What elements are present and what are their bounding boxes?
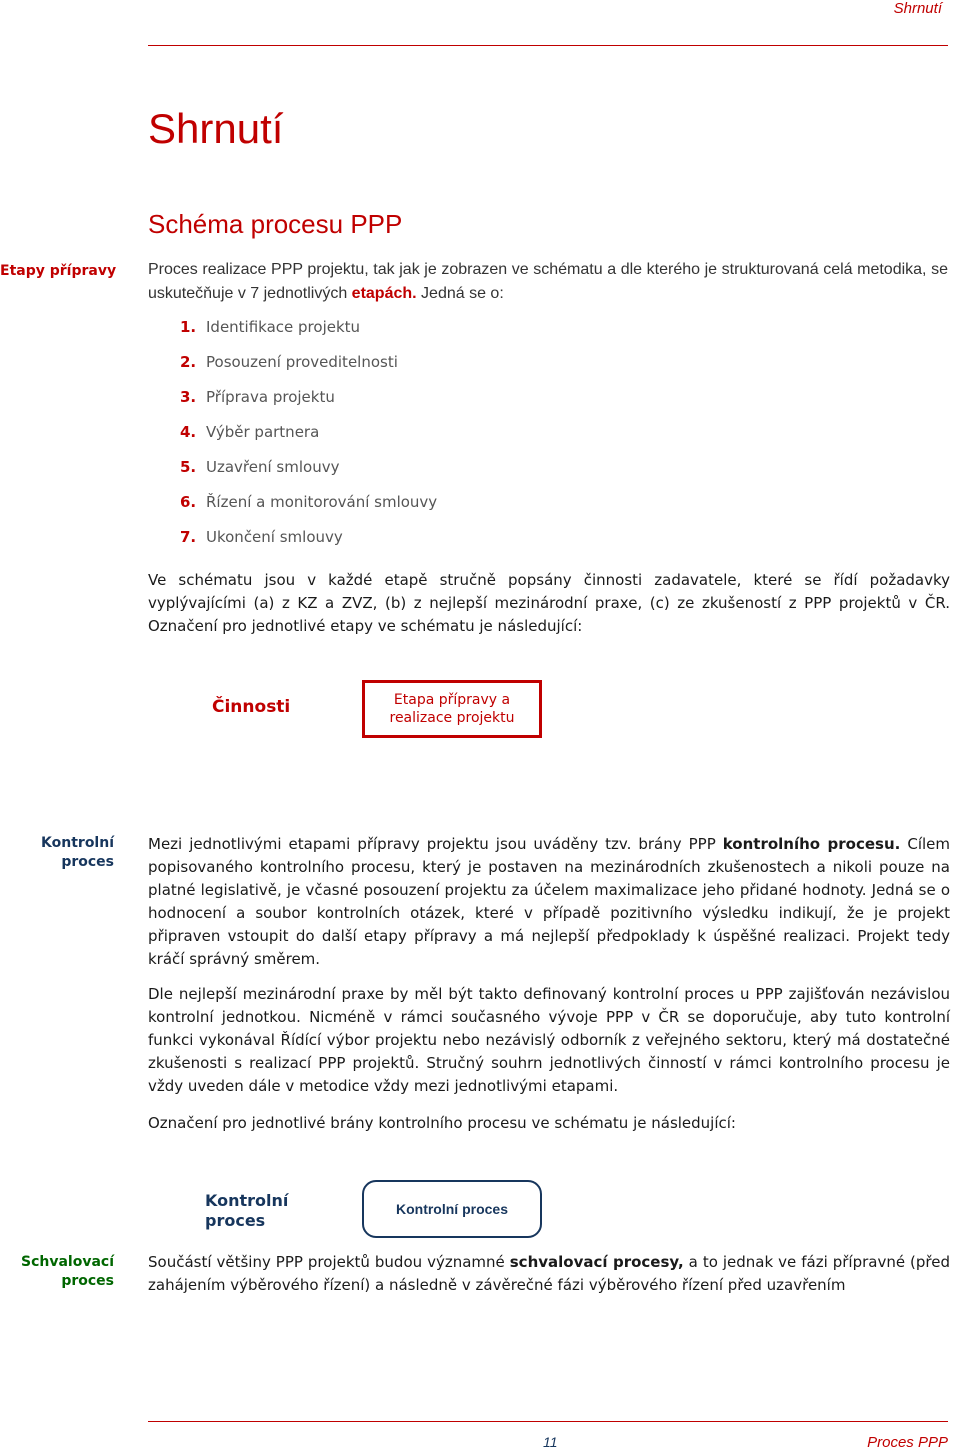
list-item [180,456,437,491]
schval-a: Součástí většiny PPP projektů budou významné [148,1253,510,1271]
list-item [180,316,437,351]
list-item-label: Posouzení proveditelnosti [206,353,398,371]
intro-paragraph [148,258,948,306]
header-rule [148,45,948,46]
kontrol-p1-a: Mezi jednotlivými etapami přípravy projektu jsou uváděny tzv. brány PPP [148,835,723,853]
list-item-number: 5. [180,458,197,476]
schval-b: a to jednak ve fázi přípravné (před zahájením výběrového řízení) a následně v závěrečné fázi výběrového řízení před uzavřením [148,1253,950,1294]
list-item-number: 2. [180,353,197,371]
legend-kontrolni-box-text: Kontrolní proces [395,1201,508,1217]
list-item-number: 6. [180,493,197,511]
intro-text-b: Jedná se o: [416,285,504,302]
intro-text-a: Proces realizace PPP projektu, tak jak je zobrazen ve schématu a dle kterého je strukturovaná celá metodika, se uskutečňuje v 7 jednotlivých [148,261,948,302]
schval-bold: schvalovací procesy, [509,1253,684,1271]
section-title: Schéma procesu PPP [148,209,403,239]
sidebar-label-kontrolni-line2: proces [61,854,114,870]
list-item [180,386,437,421]
list-item [180,526,437,561]
list-item [180,421,437,456]
legend-kontrolni-label [205,1191,295,1231]
list-item-label: Výběr partnera [206,423,320,441]
schval-paragraph [148,1251,950,1297]
list-item-number: 3. [180,388,197,406]
legend-kontrolni-line1: Kontrolní [205,1191,289,1210]
sidebar-label-schvalovaci [0,1253,114,1291]
sidebar-label-schvalovaci-line2: proces [61,1273,114,1289]
legend-stage-box-text: Etapa přípravy a realizace projektu [389,692,515,726]
list-item [180,351,437,386]
page-title: Shrnutí [148,105,284,152]
list-item-number: 1. [180,318,197,336]
list-item-label: Ukončení smlouvy [206,528,343,546]
footer-rule [148,1421,948,1422]
list-item-number: 7. [180,528,197,546]
list-item-label: Příprava projektu [206,388,335,406]
page-number: 11 [543,1434,558,1450]
kontrol-paragraph-2: Dle nejlepší mezinárodní praxe by měl být takto definovaný kontrolní proces u PPP zajišťován nezávislou kontrolní jednotkou. Nicméně v rámci současného vývoje PPP v ČR se doporučuje, aby tuto kontrolní funkci vykonával Řídící výbor projektu nebo nezávislý odborník z veřejného sektoru, který má dostatečné zkušenosti s realizací PPP projektů. Stručný souhrn jednotlivých činností v rámci kontrolního procesu je vždy uveden dále v metodice vždy mezi jednotlivými etapami. [148,985,950,1095]
kontrol-paragraph-3: Označení pro jednotlivé brány kontrolního procesu ve schématu je následující: [148,1114,736,1132]
legend-kontrolni-box [362,1180,542,1238]
intro-bold: etapách. [351,285,417,302]
sidebar-label-kontrolni [0,834,114,872]
sidebar-label-kontrolni-line1: Kontrolní [41,835,114,851]
sidebar-label-schvalovaci-line1: Schvalovací [20,1254,114,1270]
kontrol-p1-bold: kontrolního procesu. [722,835,901,853]
list-item-label: Identifikace projektu [206,318,361,336]
running-header: Shrnutí [893,0,942,17]
list-item [180,491,437,526]
running-footer: Proces PPP [867,1434,948,1451]
legend-cinnosti-label: Činnosti [212,697,291,717]
legend-stage-box [362,680,542,738]
schema-paragraph: Ve schématu jsou v každé etapě stručně popsány činnosti zadavatele, které se řídí požadavky vyplývajícími (a) z KZ a ZVZ, (b) z nejlepší mezinárodní praxe, (c) ze zkušeností z PPP projektů v ČR. Označení pro jednotlivé etapy ve schématu je následující: [148,571,950,635]
legend-kontrolni-line2: proces [205,1211,266,1230]
list-item-number: 4. [180,423,197,441]
sidebar-label-etapy: Etapy přípravy [0,263,117,279]
list-item-label: Řízení a monitorování smlouvy [206,493,438,511]
stages-list [180,316,437,561]
kontrol-p1-b: Cílem popisovaného kontrolního procesu, který je postaven na mezinárodních zkušenostech a nikoli pouze na platné legislativě, je včasné posouzení projektu za účelem maximalizace jeho přidané hodnoty. Jedná se o hodnocení a soubor kontrolních otázek, které v případě pozitivního výsledku indikují, že je projekt připraven vstoupit do další etapy přípravy a má nejlepší předpoklady k úspěšné realizaci. Projekt tedy kráčí správný směrem. [148,835,951,968]
kontrol-paragraph-1 [148,833,950,971]
list-item-label: Uzavření smlouvy [206,458,340,476]
